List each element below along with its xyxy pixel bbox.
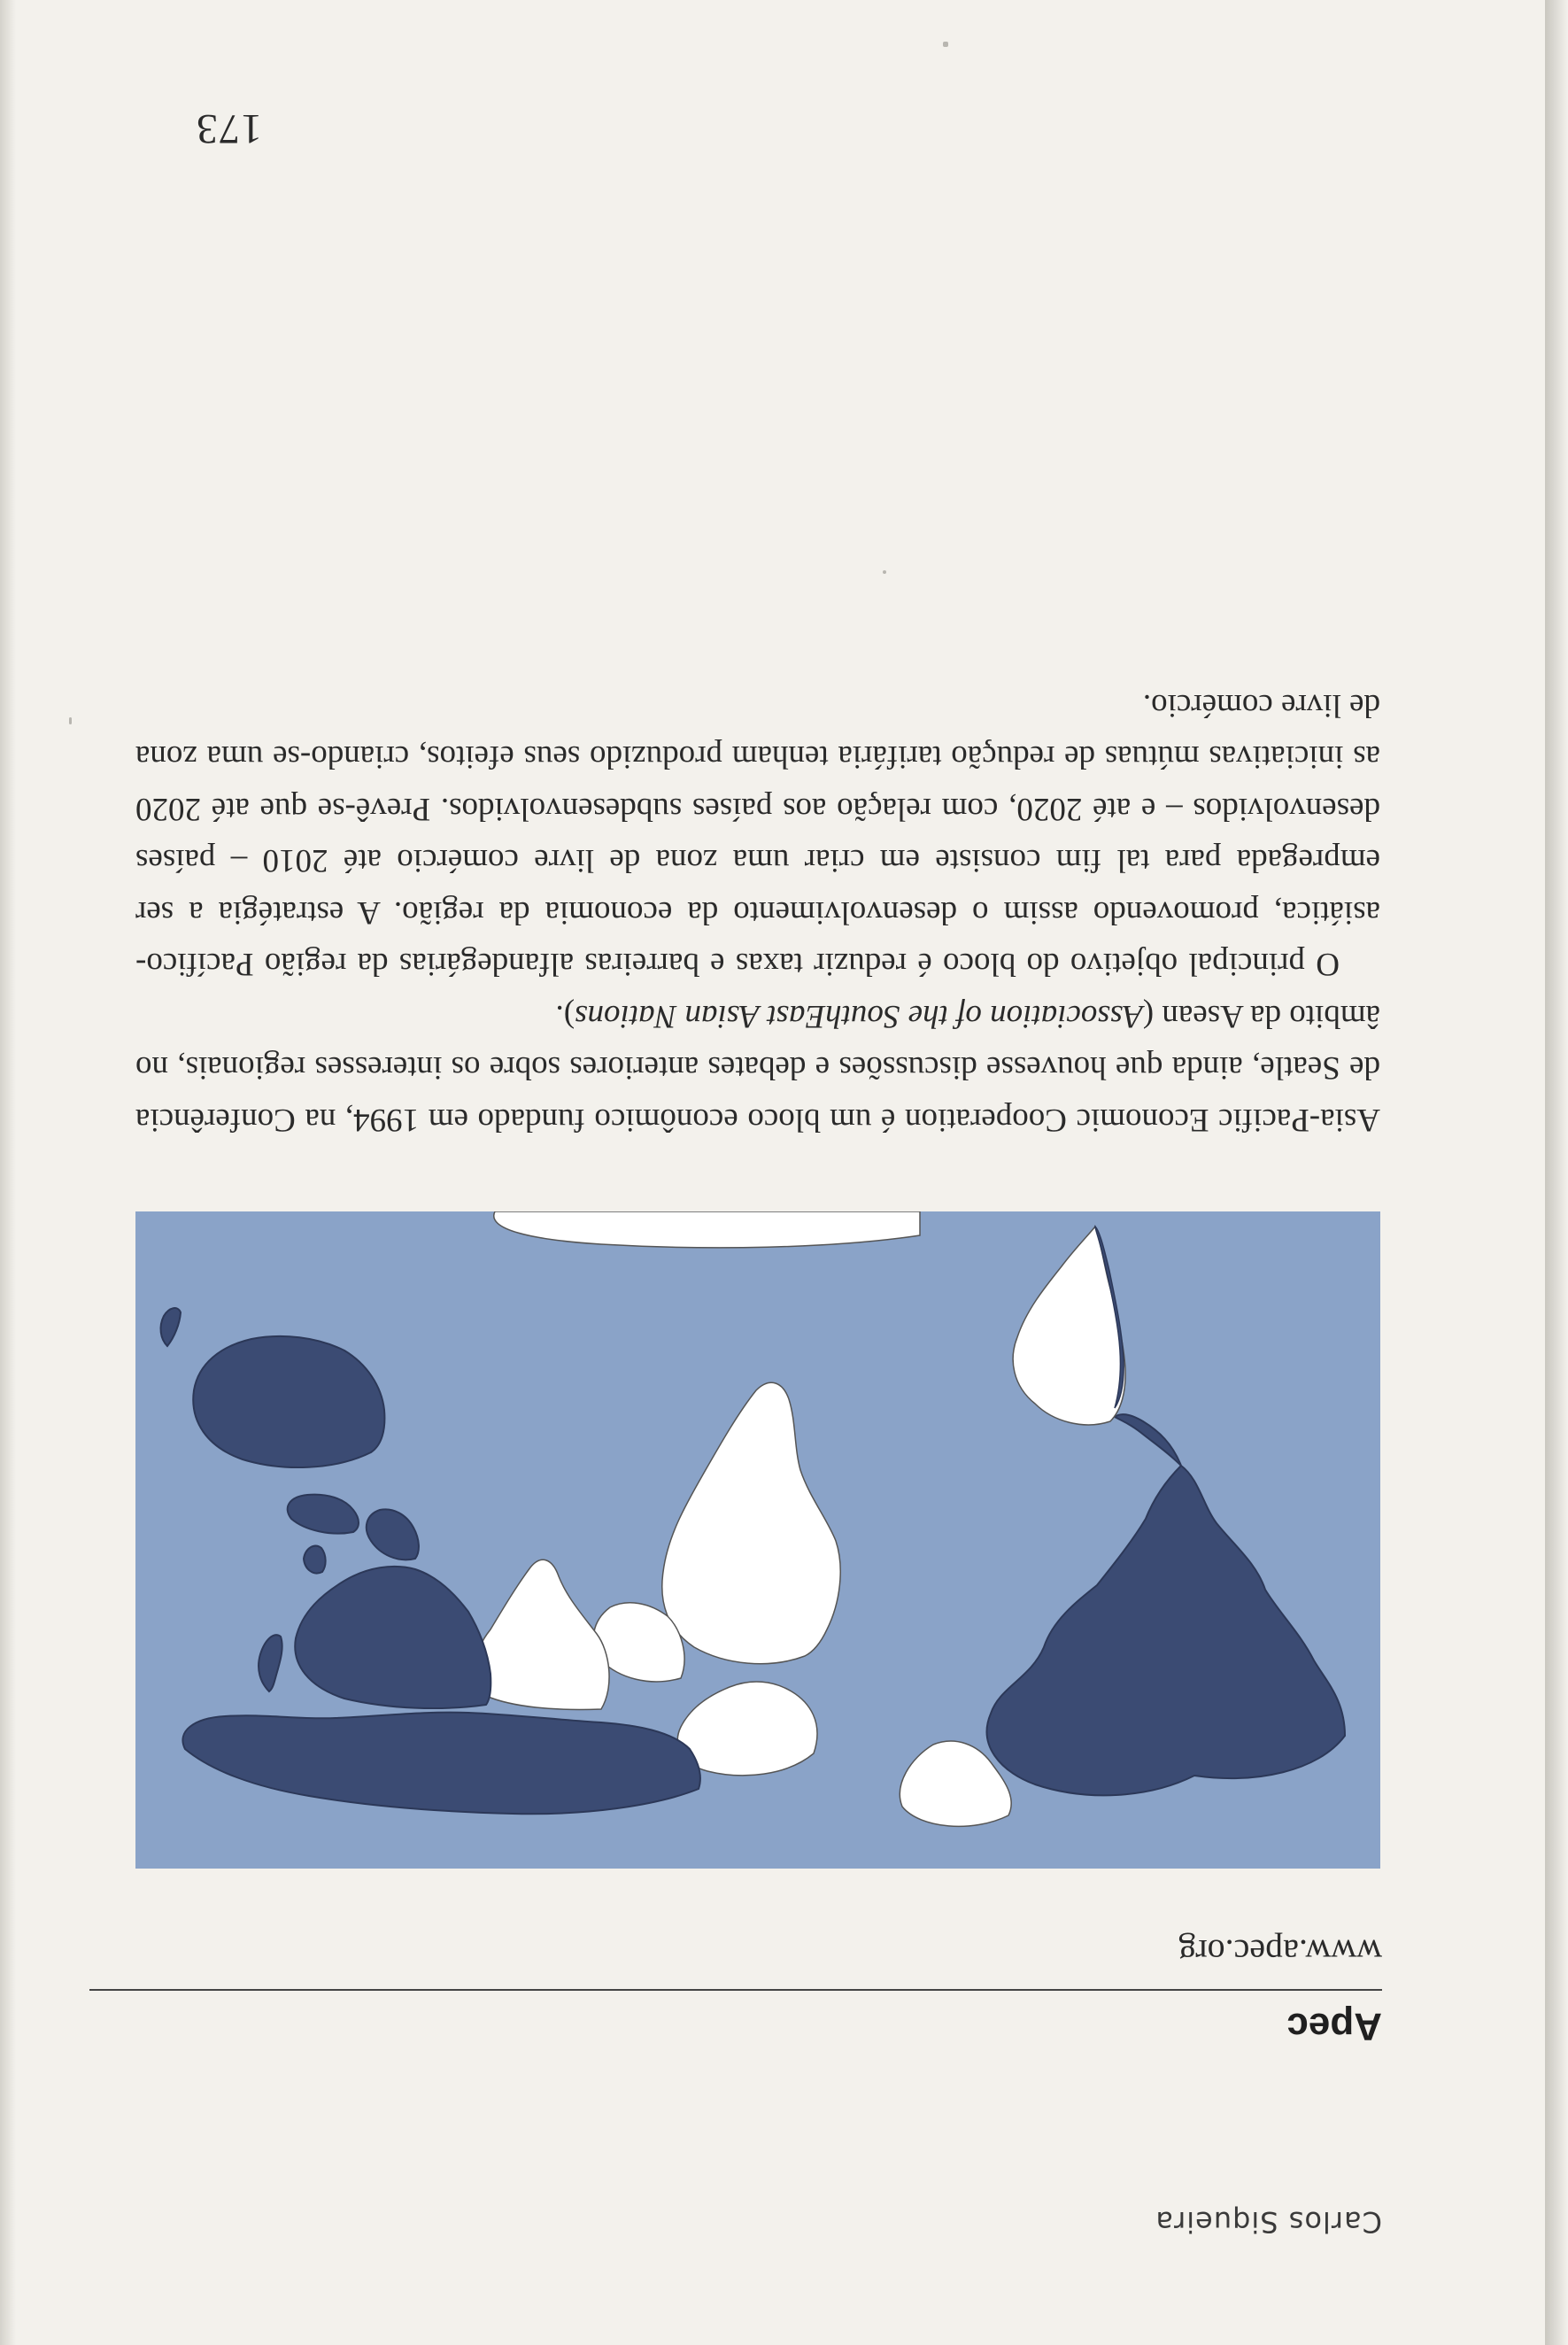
world-map-figure: [135, 1211, 1380, 1869]
world-map-svg: [135, 1211, 1380, 1869]
body-text: [135, 679, 1380, 1146]
website-url[interactable]: www.apec.org: [1178, 1932, 1382, 1972]
paper-speck: [943, 42, 948, 47]
running-head: Carlos Siqueira: [1155, 2205, 1382, 2239]
page-number: 173: [196, 105, 262, 152]
section-title: Apec: [1286, 2005, 1382, 2048]
paper-speck: [883, 570, 886, 574]
section-rule: [89, 1989, 1382, 1991]
paragraph-1: [135, 990, 1380, 1146]
paragraph-2: O principal objetivo do bloco é reduzir taxas e barreiras alfandegárias da região Pacífico-asiática, promovendo assim o desenvolvimento da economia da região. A estratégia a ser empregada para tal fim consiste em criar uma zona de livre comércio até 2010 – países desenvolvidos – e até 2020, com relação aos países subdesenvolvidos. Prevê-se que até 2020 as iniciativas mútuas de redução tarifária tenham produzido seus efeitos, criando-se uma zona de livre comércio.: [135, 687, 1380, 983]
page-edge-shadow: [0, 0, 16, 2345]
paper-speck: [69, 717, 72, 724]
asean-full-name: Association of the SouthEast Asian Nations: [575, 998, 1143, 1034]
paragraph-1-text: Asia-Pacific Economic Cooperation é um bloco econômico fundado em 1994, na Conferência de Seatle, ainda que houvesse discussões e debates anteriores sobre os interesses regionais, no âmbito da Asean (: [135, 998, 1380, 1138]
page-gutter-shadow: [1545, 0, 1568, 2345]
paragraph-1-end: ).: [555, 998, 575, 1034]
